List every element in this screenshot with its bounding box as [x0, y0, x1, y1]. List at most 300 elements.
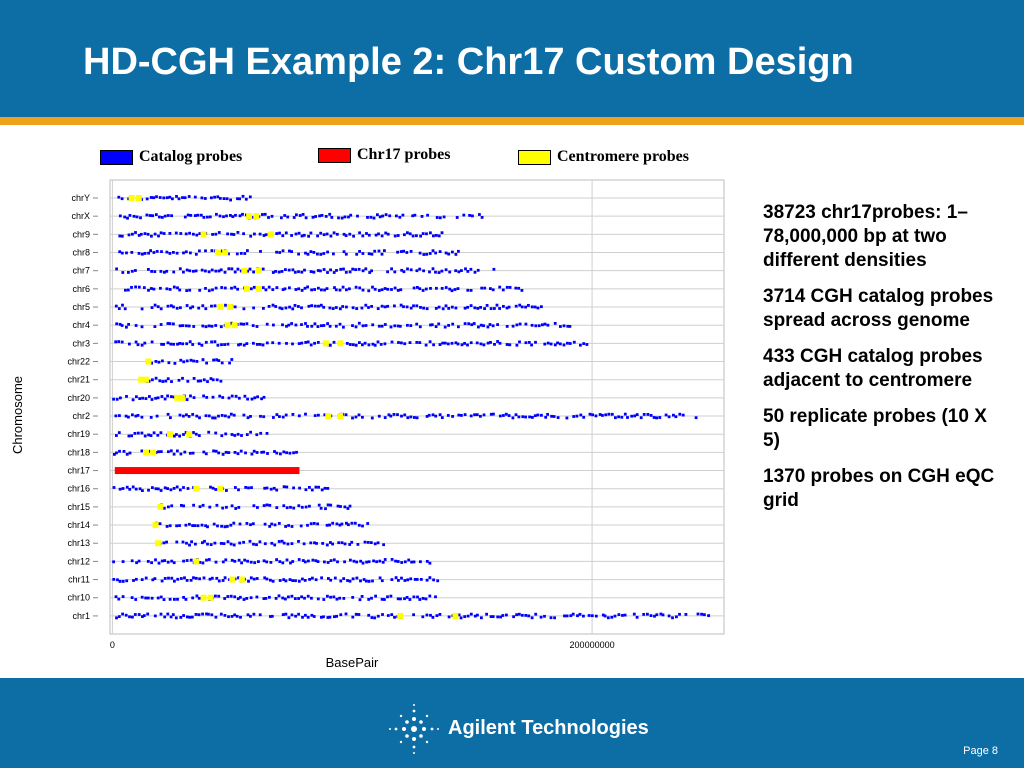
y-axis-title: Chromosome [10, 375, 25, 455]
catalog-probe-point [402, 305, 405, 308]
catalog-probe-point [285, 486, 288, 489]
catalog-probe-point [502, 289, 505, 292]
catalog-probe-point [118, 250, 121, 253]
catalog-probe-point [390, 288, 393, 291]
catalog-probe-point [275, 232, 278, 235]
catalog-probe-point [480, 287, 483, 290]
catalog-probe-point [428, 595, 431, 598]
catalog-probe-point [213, 523, 216, 526]
catalog-probe-point [135, 341, 138, 344]
catalog-probe-point [579, 344, 582, 347]
centromere-probe-point [145, 359, 151, 365]
catalog-probe-point [237, 506, 240, 509]
catalog-probe-point [393, 305, 396, 308]
catalog-probe-point [499, 415, 502, 418]
catalog-probe-point [269, 579, 272, 582]
catalog-probe-point [250, 287, 253, 290]
catalog-probe-point [202, 504, 205, 507]
catalog-probe-point [246, 322, 249, 325]
catalog-probe-point [198, 342, 201, 345]
catalog-probe-point [123, 450, 126, 453]
catalog-probe-point [429, 576, 432, 579]
catalog-probe-point [252, 342, 255, 345]
catalog-probe-point [361, 416, 364, 419]
catalog-probe-point [378, 325, 381, 328]
catalog-probe-point [173, 286, 176, 289]
catalog-probe-point [173, 487, 176, 490]
catalog-probe-point [426, 614, 429, 617]
catalog-probe-point [214, 542, 217, 545]
catalog-probe-point [547, 342, 550, 345]
catalog-probe-point [204, 287, 207, 290]
y-tick-label: chr17 [67, 465, 90, 476]
catalog-probe-point [460, 269, 463, 272]
catalog-probe-point [457, 325, 460, 328]
catalog-probe-point [466, 306, 469, 309]
catalog-probe-point [352, 235, 355, 238]
catalog-probe-point [375, 234, 378, 237]
catalog-probe-point [246, 522, 249, 525]
catalog-probe-point [220, 343, 223, 346]
catalog-probe-point [432, 235, 435, 238]
catalog-probe-point [200, 214, 203, 217]
catalog-probe-point [273, 487, 276, 490]
catalog-probe-point [595, 415, 598, 418]
catalog-probe-point [315, 542, 318, 545]
catalog-probe-point [322, 306, 325, 309]
catalog-probe-point [118, 414, 121, 417]
catalog-probe-point [525, 323, 528, 326]
catalog-probe-point [306, 325, 309, 328]
y-tick-label: chr7 [72, 265, 90, 276]
catalog-probe-point [346, 579, 349, 582]
catalog-probe-point [141, 325, 144, 328]
catalog-probe-point [224, 558, 227, 561]
catalog-probe-point [457, 343, 460, 346]
catalog-probe-point [509, 286, 512, 289]
catalog-probe-point [234, 214, 237, 217]
catalog-probe-point [170, 449, 173, 452]
catalog-probe-point [136, 216, 139, 219]
catalog-probe-point [422, 253, 425, 256]
catalog-probe-point [164, 398, 167, 401]
catalog-probe-point [426, 560, 429, 563]
catalog-probe-point [416, 416, 419, 419]
catalog-probe-point [170, 560, 173, 563]
catalog-probe-point [186, 304, 189, 307]
catalog-probe-point [189, 452, 192, 455]
catalog-probe-point [121, 197, 124, 200]
catalog-probe-point [329, 579, 332, 582]
catalog-probe-point [256, 343, 259, 346]
catalog-probe-point [226, 595, 229, 598]
catalog-probe-point [266, 578, 269, 581]
catalog-probe-point [201, 524, 204, 527]
catalog-probe-point [341, 217, 344, 220]
catalog-probe-point [284, 268, 287, 271]
catalog-probe-point [384, 287, 387, 290]
catalog-probe-point [202, 562, 205, 565]
catalog-probe-point [349, 559, 352, 562]
catalog-probe-point [426, 579, 429, 582]
catalog-probe-point [531, 616, 534, 619]
catalog-probe-point [429, 614, 432, 617]
catalog-probe-point [409, 341, 412, 344]
catalog-probe-point [205, 341, 208, 344]
catalog-probe-point [160, 323, 163, 326]
catalog-probe-point [264, 213, 267, 216]
catalog-probe-point [313, 342, 316, 345]
catalog-probe-point [205, 362, 208, 365]
catalog-probe-point [323, 289, 326, 292]
catalog-probe-point [167, 305, 170, 308]
catalog-probe-point [358, 322, 361, 325]
catalog-probe-point [149, 249, 152, 252]
catalog-probe-point [276, 286, 279, 289]
catalog-probe-point [256, 325, 259, 328]
catalog-probe-point [508, 343, 511, 346]
catalog-probe-point [185, 542, 188, 545]
catalog-probe-point [373, 617, 376, 620]
catalog-probe-point [144, 252, 147, 255]
catalog-probe-point [141, 416, 144, 419]
catalog-probe-point [418, 598, 421, 601]
catalog-probe-point [528, 341, 531, 344]
catalog-probe-point [265, 233, 268, 236]
catalog-probe-point [259, 250, 262, 253]
catalog-probe-point [128, 488, 131, 491]
page-number: Page 8 [963, 745, 998, 757]
catalog-probe-point [333, 558, 336, 561]
catalog-probe-point [617, 415, 620, 418]
catalog-probe-point [228, 397, 231, 400]
catalog-probe-point [368, 234, 371, 237]
catalog-probe-point [204, 249, 207, 252]
catalog-probe-point [362, 289, 365, 292]
centromere-probe-point [268, 231, 274, 237]
catalog-probe-point [306, 286, 309, 289]
catalog-probe-point [489, 323, 492, 326]
catalog-probe-point [354, 268, 357, 271]
catalog-probe-point [348, 287, 351, 290]
catalog-probe-point [409, 577, 412, 580]
catalog-probe-point [170, 380, 173, 383]
catalog-probe-point [198, 250, 201, 253]
catalog-probe-point [624, 614, 627, 617]
catalog-probe-point [364, 267, 367, 270]
catalog-probe-point [271, 288, 274, 291]
catalog-probe-point [282, 613, 285, 616]
catalog-probe-point [246, 398, 249, 401]
catalog-probe-point [243, 344, 246, 347]
catalog-probe-point [127, 289, 130, 292]
y-tick-label: chr5 [72, 302, 90, 313]
catalog-probe-point [259, 613, 262, 616]
catalog-probe-point [197, 524, 200, 527]
catalog-probe-point [118, 307, 121, 310]
catalog-probe-point [188, 269, 191, 272]
catalog-probe-point [326, 487, 329, 490]
catalog-probe-point [180, 577, 183, 580]
catalog-probe-point [330, 559, 333, 562]
catalog-probe-point [121, 341, 124, 344]
catalog-probe-point [421, 615, 424, 618]
y-tick-label: chr9 [72, 229, 90, 240]
catalog-probe-point [454, 269, 457, 272]
catalog-probe-point [175, 195, 178, 198]
catalog-probe-point [317, 414, 320, 417]
catalog-probe-point [201, 325, 204, 328]
catalog-probe-point [326, 595, 329, 598]
catalog-probe-point [217, 452, 220, 455]
catalog-probe-point [531, 324, 534, 327]
y-tick-label: chr15 [67, 501, 90, 512]
catalog-probe-point [326, 271, 329, 274]
catalog-probe-point [362, 562, 365, 565]
catalog-probe-point [245, 597, 248, 600]
catalog-probe-point [134, 432, 137, 435]
catalog-probe-point [195, 433, 198, 436]
catalog-probe-point [396, 413, 399, 416]
catalog-probe-point [157, 450, 160, 453]
catalog-probe-point [239, 343, 242, 346]
catalog-probe-point [291, 560, 294, 563]
centromere-probe-point [256, 286, 262, 292]
catalog-probe-point [655, 417, 658, 420]
catalog-probe-point [506, 343, 509, 346]
catalog-probe-point [314, 215, 317, 218]
catalog-probe-point [214, 270, 217, 273]
catalog-probe-point [179, 232, 182, 235]
catalog-probe-point [281, 234, 284, 237]
catalog-probe-point [413, 416, 416, 419]
catalog-probe-point [167, 377, 170, 380]
catalog-probe-point [470, 268, 473, 271]
catalog-probe-point [176, 307, 179, 310]
catalog-probe-point [289, 452, 292, 455]
catalog-probe-point [476, 413, 479, 416]
catalog-probe-point [121, 324, 124, 327]
catalog-probe-point [161, 216, 164, 219]
catalog-probe-point [323, 268, 326, 271]
catalog-probe-point [543, 343, 546, 346]
catalog-probe-point [231, 267, 234, 270]
catalog-probe-point [492, 615, 495, 618]
catalog-probe-point [255, 433, 258, 436]
catalog-probe-point [320, 507, 323, 510]
catalog-probe-point [171, 197, 174, 200]
catalog-probe-point [167, 413, 170, 416]
catalog-probe-point [300, 306, 303, 309]
catalog-probe-point [384, 232, 387, 235]
catalog-probe-point [650, 414, 653, 417]
catalog-probe-point [119, 397, 122, 400]
catalog-probe-point [190, 540, 193, 543]
catalog-probe-point [259, 540, 262, 543]
catalog-probe-point [442, 307, 445, 310]
catalog-probe-point [233, 286, 236, 289]
catalog-probe-point [521, 415, 524, 418]
catalog-probe-point [116, 578, 119, 581]
catalog-probe-point [128, 615, 131, 618]
x-tick-label: 0 [109, 640, 115, 650]
catalog-probe-point [480, 616, 483, 619]
catalog-probe-point [391, 578, 394, 581]
catalog-probe-point [166, 613, 169, 616]
catalog-probe-point [128, 234, 131, 237]
catalog-probe-point [320, 289, 323, 292]
centromere-probe-point [452, 613, 458, 619]
catalog-probe-point [464, 267, 467, 270]
catalog-probe-point [180, 453, 183, 456]
catalog-probe-point [220, 434, 223, 437]
catalog-probe-point [682, 414, 685, 417]
catalog-probe-point [157, 597, 160, 600]
catalog-probe-point [655, 613, 658, 616]
catalog-probe-point [202, 358, 205, 361]
catalog-probe-point [266, 342, 269, 345]
catalog-probe-point [377, 541, 380, 544]
catalog-probe-point [194, 543, 197, 546]
catalog-probe-point [243, 559, 246, 562]
catalog-probe-point [143, 342, 146, 345]
catalog-probe-point [157, 396, 160, 399]
catalog-probe-point [146, 613, 149, 616]
centromere-probe-point [337, 413, 343, 419]
catalog-probe-point [281, 270, 284, 273]
catalog-probe-point [366, 216, 369, 219]
catalog-probe-point [385, 213, 388, 216]
catalog-probe-point [292, 413, 295, 416]
catalog-probe-point [131, 559, 134, 562]
catalog-probe-point [397, 234, 400, 237]
catalog-probe-point [226, 233, 229, 236]
catalog-probe-point [317, 305, 320, 308]
catalog-probe-point [490, 307, 493, 310]
catalog-probe-point [671, 616, 674, 619]
catalog-probe-point [650, 614, 653, 617]
catalog-probe-point [246, 560, 249, 563]
catalog-probe-point [201, 269, 204, 272]
catalog-probe-point [397, 579, 400, 582]
catalog-probe-point [295, 451, 298, 454]
catalog-probe-point [226, 197, 229, 200]
catalog-probe-point [604, 615, 607, 618]
catalog-probe-point [444, 342, 447, 345]
catalog-probe-point [607, 616, 610, 619]
centromere-probe-point [241, 268, 247, 274]
catalog-probe-point [170, 577, 173, 580]
catalog-probe-point [326, 544, 329, 547]
catalog-probe-point [553, 616, 556, 619]
catalog-probe-point [186, 398, 189, 401]
catalog-probe-point [253, 286, 256, 289]
catalog-probe-point [515, 613, 518, 616]
catalog-probe-point [316, 253, 319, 256]
catalog-probe-point [371, 616, 374, 619]
catalog-probe-point [419, 235, 422, 238]
catalog-probe-point [197, 307, 200, 310]
catalog-probe-point [161, 560, 164, 563]
catalog-probe-point [515, 305, 518, 308]
bullet-list [763, 201, 1003, 525]
catalog-probe-point [160, 270, 163, 273]
catalog-probe-point [155, 487, 158, 490]
catalog-probe-point [470, 304, 473, 307]
catalog-probe-point [355, 326, 358, 329]
catalog-probe-point [203, 216, 206, 219]
catalog-probe-point [400, 250, 403, 253]
catalog-probe-point [345, 271, 348, 274]
catalog-probe-point [134, 613, 137, 616]
catalog-probe-point [231, 433, 234, 436]
catalog-probe-point [228, 362, 231, 365]
catalog-probe-point [425, 344, 428, 347]
catalog-probe-point [115, 434, 118, 437]
catalog-probe-point [181, 342, 184, 345]
catalog-probe-point [381, 215, 384, 218]
catalog-probe-point [284, 598, 287, 601]
catalog-probe-point [130, 251, 133, 254]
catalog-probe-point [326, 233, 329, 236]
catalog-probe-point [121, 613, 124, 616]
catalog-probe-point [291, 542, 294, 545]
catalog-probe-point [498, 307, 501, 310]
catalog-probe-point [220, 542, 223, 545]
catalog-probe-point [323, 561, 326, 564]
catalog-probe-point [236, 253, 239, 256]
catalog-probe-point [284, 287, 287, 290]
catalog-probe-point [496, 323, 499, 326]
catalog-probe-point [158, 379, 161, 382]
x-tick-label: 200000000 [569, 640, 615, 650]
catalog-probe-point [524, 614, 527, 617]
catalog-probe-point [141, 432, 144, 435]
catalog-probe-point [206, 543, 209, 546]
catalog-probe-point [251, 453, 254, 456]
catalog-probe-point [295, 233, 298, 236]
catalog-probe-point [505, 614, 508, 617]
catalog-probe-point [167, 450, 170, 453]
catalog-probe-point [554, 322, 557, 325]
catalog-probe-point [226, 525, 229, 528]
catalog-probe-point [537, 307, 540, 310]
catalog-probe-point [225, 506, 228, 509]
catalog-probe-point [304, 341, 307, 344]
catalog-probe-point [416, 269, 419, 272]
catalog-probe-point [492, 324, 495, 327]
catalog-probe-point [282, 416, 285, 419]
catalog-probe-point [162, 343, 165, 346]
catalog-probe-point [169, 322, 172, 325]
catalog-probe-point [368, 580, 371, 583]
catalog-probe-point [579, 613, 582, 616]
catalog-probe-point [307, 616, 310, 619]
catalog-probe-point [215, 577, 218, 580]
catalog-probe-point [297, 270, 300, 273]
catalog-probe-point [291, 343, 294, 346]
catalog-probe-point [164, 486, 167, 489]
legend-label-catalog: Catalog probes [139, 148, 243, 165]
legend-label-centromere: Centromere probes [557, 148, 689, 165]
catalog-probe-point [137, 432, 140, 435]
catalog-probe-point [225, 451, 228, 454]
catalog-probe-point [321, 489, 324, 492]
catalog-probe-point [425, 598, 428, 601]
catalog-probe-point [435, 325, 438, 328]
catalog-probe-point [391, 341, 394, 344]
catalog-probe-point [284, 525, 287, 528]
